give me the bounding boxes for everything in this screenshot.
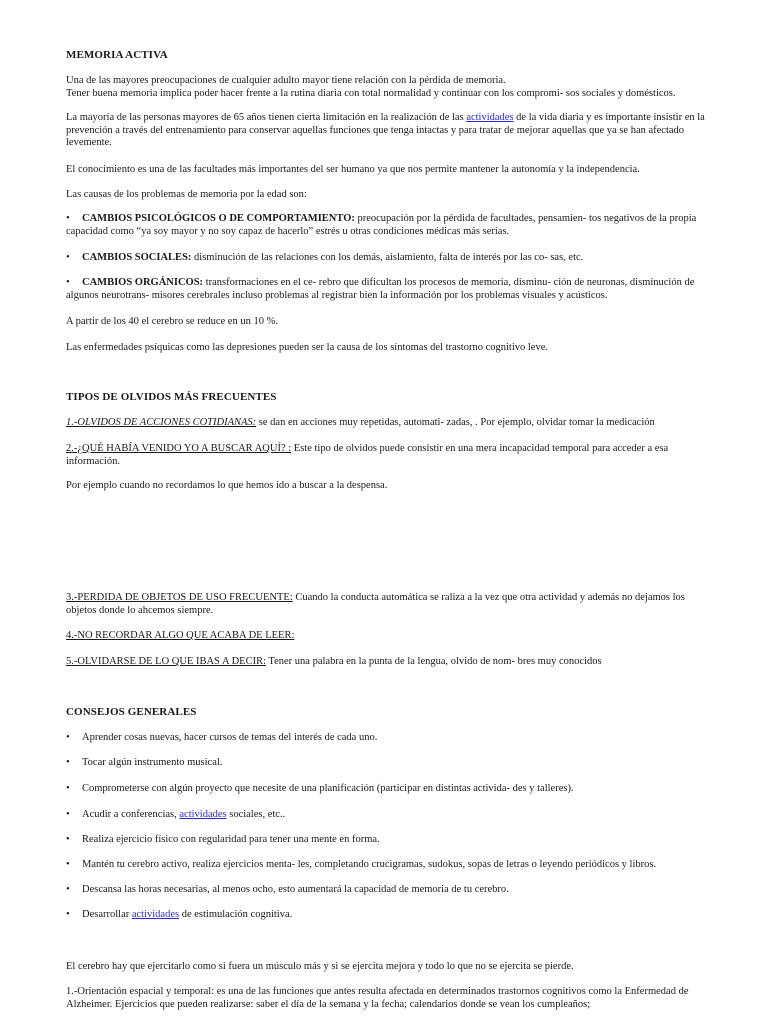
tipo-olvido-5 xyxy=(66,656,706,669)
consejo-item-1 xyxy=(66,732,706,745)
bullet: • xyxy=(66,783,70,794)
consejo-text: Realiza ejercicio físico con regularidad para tener una mente en forma. xyxy=(82,834,380,845)
tipos-heading: TIPOS DE OLVIDOS MÁS FRECUENTES xyxy=(66,391,277,403)
paragraph-mayoria-text-b: de la vida diaria y es importante insistir en la prevención a través del entrenamiento para conservar aquellas funciones que tenga intactas y para tratar de mejorar aquellas que ya se han afectado levemente. xyxy=(66,112,705,148)
tipo-olvido-4 xyxy=(66,630,706,643)
causa-label: CAMBIOS PSICOLÓGICOS O DE COMPORTAMIENTO: xyxy=(82,213,355,224)
paragraph-conocimiento: El conocimiento es una de las facultades más importantes del ser humano ya que nos permite mantener la autonomía y la independencia. xyxy=(66,164,640,175)
consejo-text: Comprometerse con algún proyecto que necesite de una planificación (participar en distintas activida- des y talleres). xyxy=(82,783,574,794)
consejo-item-7 xyxy=(66,884,706,897)
actividades-link[interactable]: actividades xyxy=(131,909,180,920)
consejo-item-6 xyxy=(66,859,706,872)
consejo-text: Mantén tu cerebro activo, realiza ejercicios menta- les, completando crucigramas, sudokus, sopas de letras o leyendo periódicos y libros. xyxy=(82,859,657,870)
paragraph-mayoria-text-a: La mayoría de las personas mayores de 65 años tienen cierta limitación en la realización de las xyxy=(66,112,467,123)
bullet: • xyxy=(66,884,70,895)
consejo-text: Aprender cosas nuevas, hacer cursos de temas del interés de cada uno. xyxy=(82,732,378,743)
bullet: • xyxy=(66,909,70,920)
consejo-item-8 xyxy=(66,909,706,922)
tipo-label: 1.-OLVIDOS DE ACCIONES COTIDIANAS: xyxy=(66,417,257,428)
consejo-text-a: Desarrollar xyxy=(82,909,132,920)
tipo-olvido-1 xyxy=(66,417,706,430)
causa-label: CAMBIOS ORGÁNICOS: xyxy=(82,277,204,288)
causa-item-organicos xyxy=(66,277,706,302)
bullet: • xyxy=(66,732,70,743)
consejo-item-4 xyxy=(66,809,706,822)
tipo-text: Este tipo de olvidos puede consistir en una mera incapacidad temporal para acceder a esa información. xyxy=(66,443,669,467)
paragraph-40: A partir de los 40 el cerebro se reduce en un 10 %. xyxy=(66,316,278,327)
paragraph-orientacion: 1.-Orientación espacial y temporal: es una de las funciones que antes resulta afectada en determinados trastornos cognitivos como la Enfermedad de Alzheimer. Ejercicios que pueden realizarse: saber el día de la semana y la fecha; calendarios donde se vean los cumpleaños; xyxy=(66,986,689,1010)
bullet: • xyxy=(66,252,70,263)
consejo-text: Tocar algún instrumento musical. xyxy=(82,757,223,768)
tipo-text: Tener una palabra en la punta de la lengua, olvido de nom- bres muy conocidos xyxy=(266,656,602,667)
tipo-label: 2.-¿QUÉ HABÍA VENIDO YO A BUSCAR AQUÍ? : xyxy=(66,443,292,454)
tipo-label: 5.-OLVIDARSE DE LO QUE IBAS A DECIR: xyxy=(66,656,266,667)
causa-item-psicologicos xyxy=(66,213,706,238)
consejo-text-a: Acudir a conferencias, xyxy=(82,809,180,820)
causa-text: disminución de las relaciones con los demás, aislamiento, falta de interés por las co- sas, etc. xyxy=(191,252,584,263)
bullet: • xyxy=(66,834,70,845)
bullet: • xyxy=(66,859,70,870)
causa-label: CAMBIOS SOCIALES: xyxy=(82,252,192,263)
bullet: • xyxy=(66,757,70,768)
bullet: • xyxy=(66,277,70,288)
actividades-link[interactable]: actividades xyxy=(179,809,227,820)
paragraph-mayoria xyxy=(66,112,706,150)
tipo-label: 4.-NO RECORDAR ALGO QUE ACABA DE LEER: xyxy=(66,630,295,641)
consejo-text-b: de estimulación cognitiva. xyxy=(179,909,293,920)
causa-item-sociales xyxy=(66,252,706,265)
tipo-text: Cuando la conducta automática se raliza a la vez que otra actividad y además no dejamos los objetos donde lo ahcemos siempre. xyxy=(66,592,685,616)
intro-line-2: Tener buena memoria implica poder hacer frente a la rutina diaria con total normalidad y continuar con los compromi- sos sociales y domésticos. xyxy=(66,87,676,99)
intro-paragraph xyxy=(66,75,706,100)
tipo-olvido-2 xyxy=(66,443,706,468)
bullet: • xyxy=(66,809,70,820)
tipo-label: 3.-PERDIDA DE OBJETOS DE USO FRECUENTE: xyxy=(66,592,293,603)
paragraph-enfermedades: Las enfermedades psíquicas como las depresiones pueden ser la causa de los síntomas del trastorno cognitivo leve. xyxy=(66,342,548,353)
tipo-olvido-2-example: Por ejemplo cuando no recordamos lo que hemos ido a buscar a la despensa. xyxy=(66,480,388,491)
causas-intro: Las causas de los problemas de memoria por la edad son: xyxy=(66,189,307,200)
actividades-link[interactable]: actividades xyxy=(466,112,514,123)
bullet: • xyxy=(66,213,70,224)
paragraph-cerebro: El cerebro hay que ejercitarlo como si fuera un músculo más y si se ejercita mejora y todo lo que no se ejercita se pierde. xyxy=(66,961,574,972)
page-title: MEMORIA ACTIVA xyxy=(66,49,168,61)
tipo-text: se dan en acciones muy repetidas, automati- zadas, . Por ejemplo, olvidar tomar la medicación xyxy=(256,417,655,428)
consejo-text-b: sociales, etc.. xyxy=(226,809,286,820)
tipo-olvido-3 xyxy=(66,592,706,617)
consejo-item-2 xyxy=(66,757,706,770)
consejos-heading: CONSEJOS GENERALES xyxy=(66,706,197,718)
consejo-item-5 xyxy=(66,834,706,847)
consejo-text: Descansa las horas necesarias, al menos ocho, esto aumentará la capacidad de memoria de tu cerebro. xyxy=(82,884,509,895)
intro-line-1: Una de las mayores preocupaciones de cualquier adulto mayor tiene relación con la pérdida de memoria. xyxy=(66,75,506,86)
consejo-item-3 xyxy=(66,783,706,796)
causa-text: preocupación por la pérdida de facultades, pensamien- tos negativos de la propia capacidad como “ya soy mayor y no soy capaz de hacerlo” estrés u otras condiciones médicas más serias. xyxy=(66,213,697,237)
causa-text: transformaciones en el ce- rebro que dificultan los procesos de memoria, disminu- ción de neuronas, disminución de algunos neurotrans- misores cerebrales incluso problemas al registrar bien la información por los problemas visuales y acústicos. xyxy=(66,277,695,301)
